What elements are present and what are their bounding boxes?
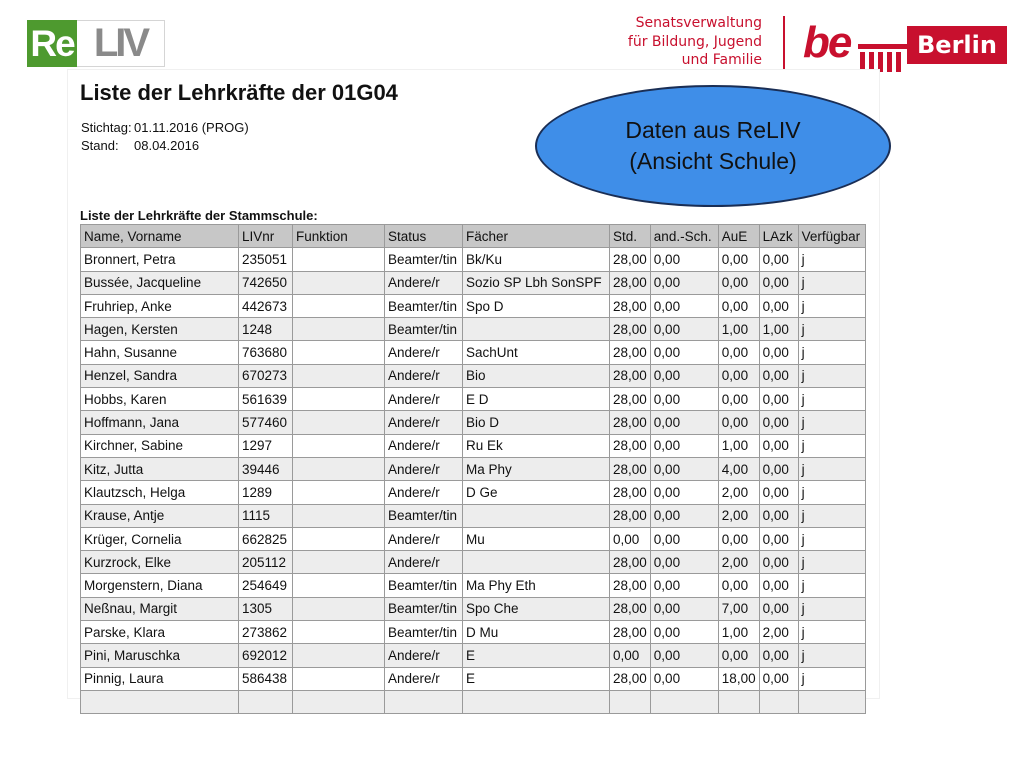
document-title: Liste der Lehrkräfte der 01G04 <box>80 80 398 105</box>
table-cell: 0,00 <box>650 621 718 644</box>
senat-line-1: Senatsverwaltung <box>635 15 762 31</box>
table-cell: 1248 <box>239 318 293 341</box>
table-cell: 0,00 <box>650 504 718 527</box>
table-cell: Kitz, Jutta <box>81 457 239 480</box>
table-cell: Beamter/tin <box>385 318 463 341</box>
table-cell: 28,00 <box>610 294 651 317</box>
table-cell: 0,00 <box>650 667 718 690</box>
table-cell: 763680 <box>239 341 293 364</box>
table-cell: Andere/r <box>385 644 463 667</box>
table-cell: j <box>798 388 865 411</box>
teachers-table <box>80 224 866 714</box>
table-header-row <box>81 225 866 248</box>
table-cell <box>650 690 718 713</box>
table-cell: 7,00 <box>718 597 759 620</box>
table-cell: 0,00 <box>650 318 718 341</box>
table-cell: 0,00 <box>759 527 798 550</box>
table-cell: 28,00 <box>610 504 651 527</box>
table-cell: 18,00 <box>718 667 759 690</box>
table-cell <box>293 341 385 364</box>
table-cell: 1115 <box>239 504 293 527</box>
table-cell: j <box>798 597 865 620</box>
table-cell: 0,00 <box>718 271 759 294</box>
table-cell: 235051 <box>239 248 293 271</box>
be-berlin-logo-berlin: Berlin <box>907 26 1007 64</box>
table-cell: 0,00 <box>759 271 798 294</box>
table-cell: 0,00 <box>759 341 798 364</box>
stichtag-label: Stichtag: <box>81 120 132 135</box>
table-cell: Beamter/tin <box>385 574 463 597</box>
table-cell: 0,00 <box>650 434 718 457</box>
table-cell: Kirchner, Sabine <box>81 434 239 457</box>
table-row[interactable] <box>81 364 866 387</box>
table-cell: 0,00 <box>650 341 718 364</box>
table-cell: SachUnt <box>463 341 610 364</box>
table-cell: D Mu <box>463 621 610 644</box>
table-cell <box>293 574 385 597</box>
table-row[interactable] <box>81 621 866 644</box>
table-cell <box>463 318 610 341</box>
table-cell: 28,00 <box>610 457 651 480</box>
table-cell <box>293 364 385 387</box>
table-cell: Andere/r <box>385 364 463 387</box>
table-cell <box>293 411 385 434</box>
table-cell <box>293 318 385 341</box>
table-cell: 28,00 <box>610 318 651 341</box>
reliv-logo-liv: LIV <box>77 20 165 67</box>
table-cell: 2,00 <box>718 551 759 574</box>
table-cell: 0,00 <box>650 411 718 434</box>
table-cell: Parske, Klara <box>81 621 239 644</box>
table-cell: 0,00 <box>759 388 798 411</box>
column-header[interactable]: Status <box>385 225 463 248</box>
table-cell: 0,00 <box>759 481 798 504</box>
table-cell <box>385 690 463 713</box>
table-cell: 1297 <box>239 434 293 457</box>
table-cell <box>718 690 759 713</box>
table-cell: Andere/r <box>385 667 463 690</box>
table-cell <box>81 690 239 713</box>
callout-ellipse <box>535 85 891 207</box>
stichtag-value: 01.11.2016 (PROG) <box>134 120 249 135</box>
table-cell: 670273 <box>239 364 293 387</box>
table-cell: 2,00 <box>718 504 759 527</box>
table-cell: j <box>798 457 865 480</box>
table-cell: 0,00 <box>650 294 718 317</box>
table-row[interactable] <box>81 294 866 317</box>
table-cell <box>293 434 385 457</box>
table-cell: Sozio SP Lbh SonSPF <box>463 271 610 294</box>
table-cell: 2,00 <box>759 621 798 644</box>
table-cell: 1,00 <box>759 318 798 341</box>
table-cell: Hobbs, Karen <box>81 388 239 411</box>
table-cell <box>293 667 385 690</box>
table-cell: 273862 <box>239 621 293 644</box>
table-cell: Hagen, Kersten <box>81 318 239 341</box>
table-row[interactable] <box>81 527 866 550</box>
table-row[interactable] <box>81 248 866 271</box>
callout-line-1: Daten aus ReLIV <box>625 117 801 143</box>
table-cell: 742650 <box>239 271 293 294</box>
table-row[interactable] <box>81 411 866 434</box>
table-cell: Morgenstern, Diana <box>81 574 239 597</box>
table-cell: 0,00 <box>650 597 718 620</box>
table-cell: 0,00 <box>650 364 718 387</box>
table-cell: 28,00 <box>610 434 651 457</box>
table-cell: 662825 <box>239 527 293 550</box>
table-cell: Spo Che <box>463 597 610 620</box>
column-header[interactable]: LIVnr <box>239 225 293 248</box>
senat-line-3: und Familie <box>681 52 762 68</box>
table-cell <box>293 271 385 294</box>
column-header[interactable]: LAzk <box>759 225 798 248</box>
table-row[interactable] <box>81 318 866 341</box>
column-header[interactable]: Fächer <box>463 225 610 248</box>
table-cell: 0,00 <box>759 574 798 597</box>
table-cell: j <box>798 271 865 294</box>
table-cell: 442673 <box>239 294 293 317</box>
senat-line-2: für Bildung, Jugend <box>627 33 762 50</box>
table-cell: Andere/r <box>385 411 463 434</box>
column-header[interactable]: Funktion <box>293 225 385 248</box>
table-cell: Krüger, Cornelia <box>81 527 239 550</box>
table-cell: 0,00 <box>759 364 798 387</box>
table-cell: 28,00 <box>610 621 651 644</box>
table-cell: 0,00 <box>759 504 798 527</box>
table-cell: 28,00 <box>610 364 651 387</box>
table-cell: Ma Phy Eth <box>463 574 610 597</box>
table-cell <box>463 551 610 574</box>
table-cell <box>293 248 385 271</box>
table-cell: Andere/r <box>385 271 463 294</box>
table-cell: 28,00 <box>610 574 651 597</box>
table-cell: 1,00 <box>718 318 759 341</box>
table-cell: 0,00 <box>718 294 759 317</box>
column-header[interactable]: Name, Vorname <box>81 225 239 248</box>
table-cell: 586438 <box>239 667 293 690</box>
table-cell: 0,00 <box>650 574 718 597</box>
table-cell: Ru Ek <box>463 434 610 457</box>
table-cell <box>463 690 610 713</box>
table-cell: 205112 <box>239 551 293 574</box>
table-cell: j <box>798 364 865 387</box>
stand-row <box>81 138 199 153</box>
table-cell: Beamter/tin <box>385 504 463 527</box>
table-cell: j <box>798 434 865 457</box>
table-cell: j <box>798 411 865 434</box>
table-cell: 0,00 <box>650 644 718 667</box>
table-cell: j <box>798 621 865 644</box>
table-cell: 577460 <box>239 411 293 434</box>
table-cell: 0,00 <box>650 248 718 271</box>
table-cell: 0,00 <box>650 388 718 411</box>
table-cell: 1289 <box>239 481 293 504</box>
table-cell: j <box>798 504 865 527</box>
table-cell <box>759 690 798 713</box>
table-cell: 28,00 <box>610 271 651 294</box>
table-cell: 28,00 <box>610 551 651 574</box>
table-cell: 0,00 <box>718 574 759 597</box>
table-row[interactable] <box>81 597 866 620</box>
table-cell: j <box>798 318 865 341</box>
table-cell: E <box>463 644 610 667</box>
table-cell: 4,00 <box>718 457 759 480</box>
table-cell: Bronnert, Petra <box>81 248 239 271</box>
table-cell: 0,00 <box>650 481 718 504</box>
table-cell: 0,00 <box>718 248 759 271</box>
table-cell: Andere/r <box>385 551 463 574</box>
table-cell: 0,00 <box>759 551 798 574</box>
table-cell: 0,00 <box>759 597 798 620</box>
table-cell: j <box>798 294 865 317</box>
table-cell: 2,00 <box>718 481 759 504</box>
be-berlin-logo-be: be <box>803 18 851 67</box>
table-cell: E D <box>463 388 610 411</box>
reliv-logo-re: Re <box>27 20 77 67</box>
header-divider <box>783 16 785 72</box>
table-cell: Spo D <box>463 294 610 317</box>
section-title: Liste der Lehrkräfte der Stammschule: <box>80 208 318 223</box>
table-cell <box>293 644 385 667</box>
table-cell <box>293 457 385 480</box>
table-cell: 0,00 <box>759 667 798 690</box>
table-cell: 0,00 <box>718 364 759 387</box>
table-cell: Bussée, Jacqueline <box>81 271 239 294</box>
table-cell: 0,00 <box>650 551 718 574</box>
table-cell <box>293 690 385 713</box>
table-cell: Krause, Antje <box>81 504 239 527</box>
table-cell: Beamter/tin <box>385 248 463 271</box>
table-cell: 0,00 <box>759 411 798 434</box>
table-cell: j <box>798 574 865 597</box>
table-cell: j <box>798 644 865 667</box>
table-cell: 0,00 <box>759 457 798 480</box>
table-cell <box>293 597 385 620</box>
table-cell <box>239 690 293 713</box>
senatsverwaltung-label <box>600 14 762 70</box>
table-cell: Bk/Ku <box>463 248 610 271</box>
table-cell <box>293 504 385 527</box>
table-cell: Beamter/tin <box>385 621 463 644</box>
table-cell: 0,00 <box>759 644 798 667</box>
table-cell: 0,00 <box>650 271 718 294</box>
table-cell: j <box>798 341 865 364</box>
table-cell: 28,00 <box>610 248 651 271</box>
table-cell: 0,00 <box>650 457 718 480</box>
table-cell: 28,00 <box>610 667 651 690</box>
table-cell <box>293 294 385 317</box>
table-row[interactable] <box>81 644 866 667</box>
table-cell: Hoffmann, Jana <box>81 411 239 434</box>
table-row[interactable] <box>81 574 866 597</box>
table-cell: 28,00 <box>610 597 651 620</box>
table-row[interactable] <box>81 388 866 411</box>
table-row[interactable] <box>81 504 866 527</box>
table-cell: Andere/r <box>385 527 463 550</box>
table-cell: 0,00 <box>718 388 759 411</box>
table-cell: 692012 <box>239 644 293 667</box>
table-cell: Klautzsch, Helga <box>81 481 239 504</box>
column-header[interactable]: Verfügbar <box>798 225 865 248</box>
table-cell <box>293 481 385 504</box>
table-cell <box>798 690 865 713</box>
table-cell <box>293 388 385 411</box>
reliv-logo <box>27 20 165 67</box>
table-cell: j <box>798 551 865 574</box>
table-cell: 0,00 <box>650 527 718 550</box>
stand-label: Stand: <box>81 138 119 153</box>
table-row[interactable] <box>81 341 866 364</box>
table-cell: 0,00 <box>718 644 759 667</box>
table-cell: Kurzrock, Elke <box>81 551 239 574</box>
stichtag-row <box>81 120 249 135</box>
table-cell: j <box>798 527 865 550</box>
table-row[interactable] <box>81 457 866 480</box>
table-row[interactable] <box>81 690 866 713</box>
table-cell: Pini, Maruschka <box>81 644 239 667</box>
column-header[interactable]: AuE <box>718 225 759 248</box>
table-cell: 561639 <box>239 388 293 411</box>
table-cell: 0,00 <box>759 434 798 457</box>
table-cell: 1305 <box>239 597 293 620</box>
table-cell: Andere/r <box>385 481 463 504</box>
table-cell: 254649 <box>239 574 293 597</box>
table-cell: Hahn, Susanne <box>81 341 239 364</box>
table-row[interactable] <box>81 271 866 294</box>
table-cell: 1,00 <box>718 434 759 457</box>
table-row[interactable] <box>81 667 866 690</box>
table-cell: Henzel, Sandra <box>81 364 239 387</box>
table-cell: E <box>463 667 610 690</box>
table-cell <box>610 690 651 713</box>
table-cell: 28,00 <box>610 481 651 504</box>
table-cell <box>293 621 385 644</box>
table-cell: Bio D <box>463 411 610 434</box>
table-cell <box>293 527 385 550</box>
table-cell: Neßnau, Margit <box>81 597 239 620</box>
table-cell: j <box>798 481 865 504</box>
table-cell: 0,00 <box>610 527 651 550</box>
table-cell <box>293 551 385 574</box>
table-cell: 0,00 <box>610 644 651 667</box>
table-cell: Fruhriep, Anke <box>81 294 239 317</box>
table-cell: Pinnig, Laura <box>81 667 239 690</box>
column-header[interactable]: Std. <box>610 225 651 248</box>
table-cell: 0,00 <box>759 248 798 271</box>
table-row[interactable] <box>81 434 866 457</box>
table-cell: 28,00 <box>610 411 651 434</box>
table-row[interactable] <box>81 481 866 504</box>
table-cell: 0,00 <box>718 411 759 434</box>
callout-line-2: (Ansicht Schule) <box>629 148 797 174</box>
table-cell: Beamter/tin <box>385 597 463 620</box>
table-row[interactable] <box>81 551 866 574</box>
table-cell: 0,00 <box>759 294 798 317</box>
table-cell: Mu <box>463 527 610 550</box>
table-cell: j <box>798 248 865 271</box>
table-cell: j <box>798 667 865 690</box>
table-cell: Andere/r <box>385 457 463 480</box>
table-cell: 0,00 <box>718 527 759 550</box>
table-cell: 28,00 <box>610 388 651 411</box>
stand-value: 08.04.2016 <box>134 138 200 153</box>
table-cell: 1,00 <box>718 621 759 644</box>
table-cell: Ma Phy <box>463 457 610 480</box>
brandenburg-gate-icon <box>858 44 914 72</box>
column-header[interactable]: and.-Sch. <box>650 225 718 248</box>
table-cell: Andere/r <box>385 341 463 364</box>
table-cell: Andere/r <box>385 434 463 457</box>
table-cell: D Ge <box>463 481 610 504</box>
table-cell: 28,00 <box>610 341 651 364</box>
table-cell: Andere/r <box>385 388 463 411</box>
table-cell <box>463 504 610 527</box>
table-cell: 39446 <box>239 457 293 480</box>
table-cell: Bio <box>463 364 610 387</box>
table-cell: 0,00 <box>718 341 759 364</box>
table-cell: Beamter/tin <box>385 294 463 317</box>
